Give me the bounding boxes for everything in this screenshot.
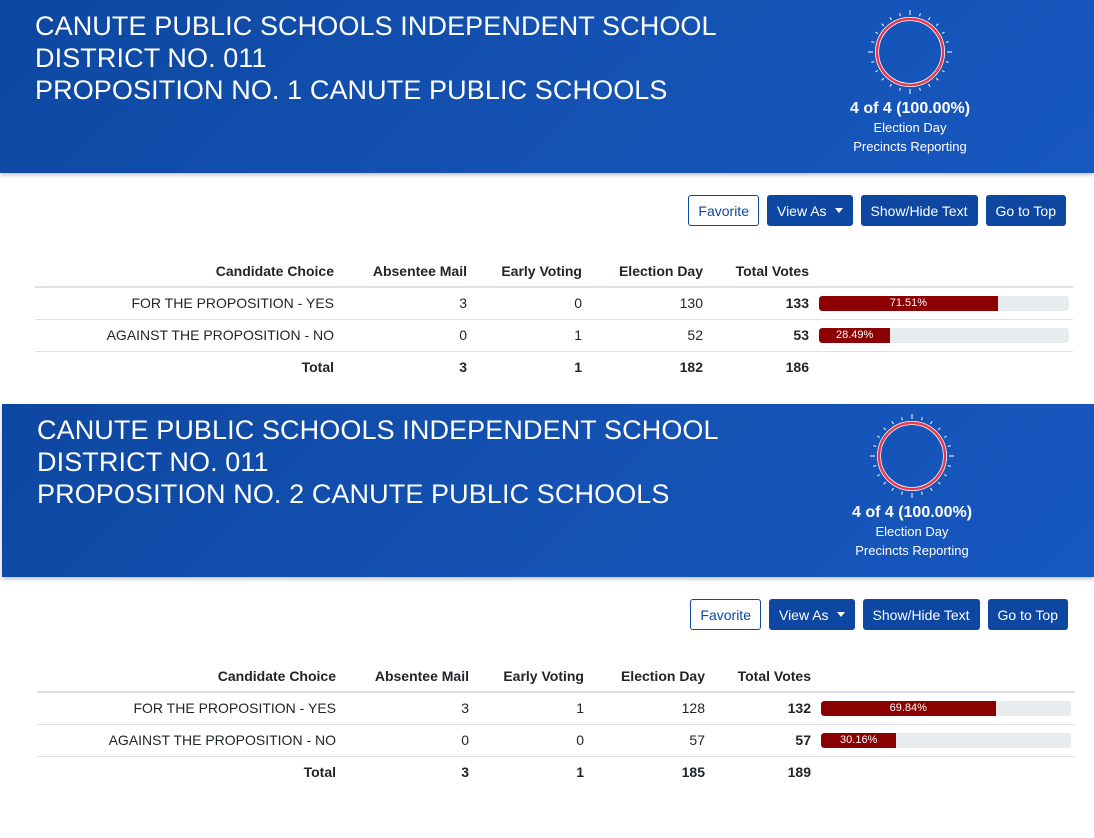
absentee-mail-votes: 3: [336, 692, 469, 724]
early-voting-votes: 0: [467, 287, 582, 319]
percent-bar-track: [819, 328, 1069, 343]
table-header-row: [37, 660, 1075, 692]
gauge-tick: [890, 84, 892, 87]
totals-row: [37, 756, 1075, 788]
gauge-ring-progress: [879, 423, 945, 489]
gauge-tick: [884, 428, 886, 430]
reporting-gauge-icon: [870, 414, 954, 498]
reporting-count: 4 of 4 (100.00%): [849, 100, 971, 117]
column-header-absentee-mail: Absentee Mail: [334, 255, 467, 287]
gauge-tick: [875, 71, 878, 73]
totals-bar-cell: [809, 351, 1073, 383]
race-title-line: PROPOSITION NO. 1 CANUTE PUBLIC SCHOOLS: [35, 75, 668, 105]
gauge-tick: [948, 466, 951, 467]
gauge-tick: [944, 475, 947, 477]
gauge-tick: [875, 32, 878, 34]
totals-absentee-mail: 3: [461, 764, 469, 781]
race-title: [35, 10, 735, 106]
absentee-mail-votes: 0: [336, 724, 469, 756]
reporting-type: Election Day: [875, 524, 949, 539]
gauge-tick: [948, 446, 951, 447]
column-header-early-voting: Early Voting: [467, 255, 582, 287]
gauge-tick: [900, 88, 901, 91]
gauge-tick: [877, 475, 880, 477]
gauge-tick: [884, 482, 886, 484]
percent-bar-track: [821, 701, 1071, 716]
race-title-line: PROPOSITION NO. 2 CANUTE PUBLIC SCHOOLS: [37, 479, 670, 509]
view-as-button[interactable]: [767, 195, 853, 226]
go-to-top-button[interactable]: Go to Top: [988, 599, 1068, 630]
reporting-label: Precincts Reporting: [853, 139, 967, 154]
show-hide-text-button[interactable]: Show/Hide Text: [863, 599, 980, 630]
gauge-tick: [936, 78, 938, 80]
gauge-tick: [873, 466, 876, 467]
candidate-choice: AGAINST THE PROPOSITION - NO: [37, 724, 336, 756]
percent-bar-cell: [811, 692, 1075, 724]
column-header-candidate-choice: Candidate Choice: [37, 660, 336, 692]
gauge-tick: [922, 492, 923, 495]
absentee-mail-votes: 3: [334, 287, 467, 319]
view-as-button[interactable]: [769, 599, 855, 630]
gauge-tick: [931, 488, 933, 491]
gauge-tick: [873, 446, 876, 447]
percent-bar-track: [821, 733, 1071, 748]
reporting-count: 4 of 4 (100.00%): [851, 504, 973, 521]
gauge-tick: [922, 417, 923, 420]
totals-election-day: 185: [681, 764, 705, 781]
precincts-reporting: [835, 10, 985, 156]
gauge-tick: [882, 78, 884, 80]
early-voting-votes: 1: [467, 319, 582, 351]
race-section: [0, 0, 1094, 376]
gauge-tick: [929, 84, 931, 87]
gauge-ring-progress: [877, 19, 943, 85]
percent-bar-fill: 71.51%: [819, 296, 998, 311]
favorite-button[interactable]: Favorite: [690, 599, 761, 630]
candidate-choice: AGAINST THE PROPOSITION - NO: [35, 319, 334, 351]
gauge-tick: [892, 488, 894, 491]
column-header-candidate-choice: Candidate Choice: [35, 255, 334, 287]
totals-election-day: 182: [679, 359, 703, 376]
go-to-top-button[interactable]: Go to Top: [986, 195, 1066, 226]
early-voting-votes: 0: [469, 724, 584, 756]
percent-bar-fill: 30.16%: [821, 733, 896, 748]
percent-bar-fill: 69.84%: [821, 701, 996, 716]
totals-early-voting: 1: [576, 764, 584, 781]
column-header-total-votes: Total Votes: [705, 660, 811, 692]
show-hide-text-button[interactable]: Show/Hide Text: [861, 195, 978, 226]
gauge-tick: [902, 417, 903, 420]
totals-early-voting: 1: [574, 359, 582, 376]
gauge-tick: [942, 32, 945, 34]
total-votes: 133: [703, 287, 809, 319]
totals-absentee-mail: 3: [459, 359, 467, 376]
reporting-gauge-icon: [868, 10, 952, 94]
election-day-votes: 130: [582, 287, 703, 319]
precincts-reporting: [837, 414, 987, 560]
gauge-tick: [892, 421, 894, 424]
totals-total-votes: 186: [785, 359, 809, 376]
table-row: [35, 319, 1073, 351]
race-title-line: CANUTE PUBLIC SCHOOLS INDEPENDENT SCHOOL: [37, 415, 719, 445]
view-as-label: View As: [778, 606, 829, 623]
race-title-line: DISTRICT NO. 011: [35, 43, 267, 73]
column-header-absentee-mail: Absentee Mail: [336, 660, 469, 692]
race-toolbar: [690, 599, 1068, 630]
total-votes: 57: [705, 724, 811, 756]
gauge-tick: [946, 62, 949, 63]
caret-down-icon: [837, 612, 845, 617]
column-header-election-day: Election Day: [584, 660, 705, 692]
election-day-votes: 57: [584, 724, 705, 756]
gauge-tick: [920, 88, 921, 91]
race-title-line: DISTRICT NO. 011: [37, 447, 269, 477]
column-header-percent-bar: [811, 660, 1075, 692]
totals-label: Total: [303, 764, 336, 781]
candidate-choice: FOR THE PROPOSITION - YES: [35, 287, 334, 319]
table-row: [37, 692, 1075, 724]
total-votes: 53: [703, 319, 809, 351]
election-day-votes: 52: [582, 319, 703, 351]
percent-bar-cell: [811, 724, 1075, 756]
gauge-tick: [938, 428, 940, 430]
gauge-tick: [944, 436, 947, 438]
table-header-row: [35, 255, 1073, 287]
results-table: [37, 660, 1075, 788]
totals-row: [35, 351, 1073, 383]
gauge-tick: [882, 24, 884, 26]
column-header-early-voting: Early Voting: [469, 660, 584, 692]
race-toolbar: [688, 195, 1066, 226]
gauge-tick: [890, 17, 892, 20]
column-header-percent-bar: [809, 255, 1073, 287]
gauge-tick: [942, 71, 945, 73]
gauge-tick: [929, 17, 931, 20]
gauge-tick: [900, 13, 901, 16]
race-title-line: CANUTE PUBLIC SCHOOLS INDEPENDENT SCHOOL: [35, 11, 717, 41]
caret-down-icon: [835, 208, 843, 213]
candidate-choice: FOR THE PROPOSITION - YES: [37, 692, 336, 724]
percent-bar-cell: [809, 287, 1073, 319]
totals-total-votes: 189: [787, 764, 811, 781]
absentee-mail-votes: 0: [334, 319, 467, 351]
race-header: [2, 404, 1094, 577]
column-header-election-day: Election Day: [582, 255, 703, 287]
gauge-tick: [871, 42, 874, 43]
percent-bar-track: [819, 296, 1069, 311]
total-votes: 132: [705, 692, 811, 724]
view-as-label: View As: [776, 202, 827, 219]
totals-bar-cell: [811, 756, 1075, 788]
gauge-tick: [920, 13, 921, 16]
race-title: [37, 414, 737, 510]
election-day-votes: 128: [584, 692, 705, 724]
favorite-button[interactable]: Favorite: [688, 195, 759, 226]
gauge-tick: [902, 492, 903, 495]
gauge-tick: [946, 42, 949, 43]
reporting-type: Election Day: [873, 120, 947, 135]
race-header: [0, 0, 1094, 173]
early-voting-votes: 1: [469, 692, 584, 724]
reporting-label: Precincts Reporting: [855, 543, 969, 558]
results-table: [35, 255, 1073, 383]
percent-bar-cell: [809, 319, 1073, 351]
gauge-tick: [877, 436, 880, 438]
gauge-tick: [936, 24, 938, 26]
gauge-tick: [931, 421, 933, 424]
totals-label: Total: [301, 359, 334, 376]
gauge-tick: [871, 62, 874, 63]
column-header-total-votes: Total Votes: [703, 255, 809, 287]
table-row: [37, 724, 1075, 756]
gauge-tick: [938, 482, 940, 484]
percent-bar-fill: 28.49%: [819, 328, 890, 343]
table-row: [35, 287, 1073, 319]
race-section: [0, 404, 1094, 781]
